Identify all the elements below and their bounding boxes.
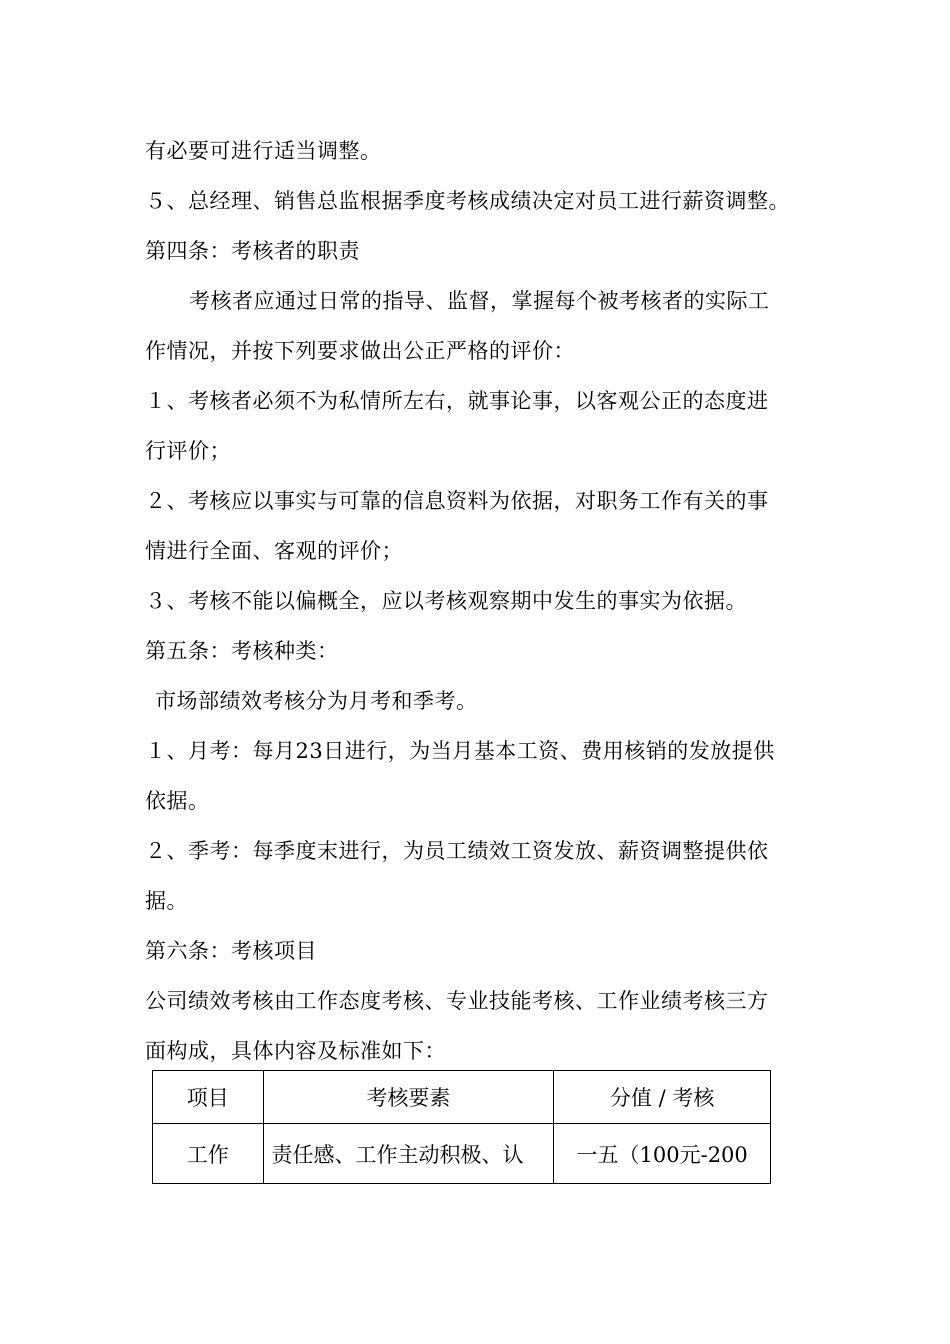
table-cell: 一五（100元-200 bbox=[554, 1124, 771, 1184]
text-line: 作情况，并按下列要求做出公正严格的评价： bbox=[145, 339, 575, 363]
text-line: ３、考核不能以偏概全，应以考核观察期中发生的事实为依据。 bbox=[145, 589, 747, 613]
header-item: 项目 bbox=[153, 1071, 264, 1124]
text-line: 情进行全面、客观的评价； bbox=[145, 539, 403, 563]
text-line: 考核者应通过日常的指导、监督，掌握每个被考核者的实际工 bbox=[189, 289, 770, 313]
assessment-table bbox=[152, 1070, 771, 1184]
table-row bbox=[153, 1124, 771, 1184]
section-heading: 第六条：考核项目 bbox=[145, 939, 317, 963]
text-line: 有必要可进行适当调整。 bbox=[145, 139, 382, 163]
text-line: 行评价； bbox=[145, 439, 231, 463]
text-line: ２、季考：每季度末进行，为员工绩效工资发放、薪资调整提供依 bbox=[145, 839, 769, 863]
table-cell: 工作 bbox=[153, 1124, 264, 1184]
text-line: １、月考：每月23日进行，为当月基本工资、费用核销的发放提供 bbox=[145, 739, 775, 763]
text-line: 市场部绩效考核分为月考和季考。 bbox=[155, 689, 478, 713]
text-line: ５、总经理、销售总监根据季度考核成绩决定对员工进行薪资调整。 bbox=[145, 189, 790, 213]
header-score: 分值 / 考核 bbox=[554, 1071, 771, 1124]
text-line: ２、考核应以事实与可靠的信息资料为依据，对职务工作有关的事 bbox=[145, 489, 769, 513]
table-cell: 责任感、工作主动积极、认 bbox=[263, 1124, 554, 1184]
table-header-row bbox=[153, 1071, 771, 1124]
text-line: 据。 bbox=[145, 889, 188, 913]
header-elements: 考核要素 bbox=[263, 1071, 554, 1124]
section-heading: 第四条：考核者的职责 bbox=[145, 239, 360, 263]
text-line: 依据。 bbox=[145, 789, 210, 813]
text-line: 面构成，具体内容及标准如下： bbox=[145, 1039, 446, 1063]
text-line: 公司绩效考核由工作态度考核、专业技能考核、工作业绩考核三方 bbox=[145, 989, 769, 1013]
text-line: １、考核者必须不为私情所左右，就事论事，以客观公正的态度进 bbox=[145, 389, 769, 413]
section-heading: 第五条：考核种类： bbox=[145, 639, 339, 663]
